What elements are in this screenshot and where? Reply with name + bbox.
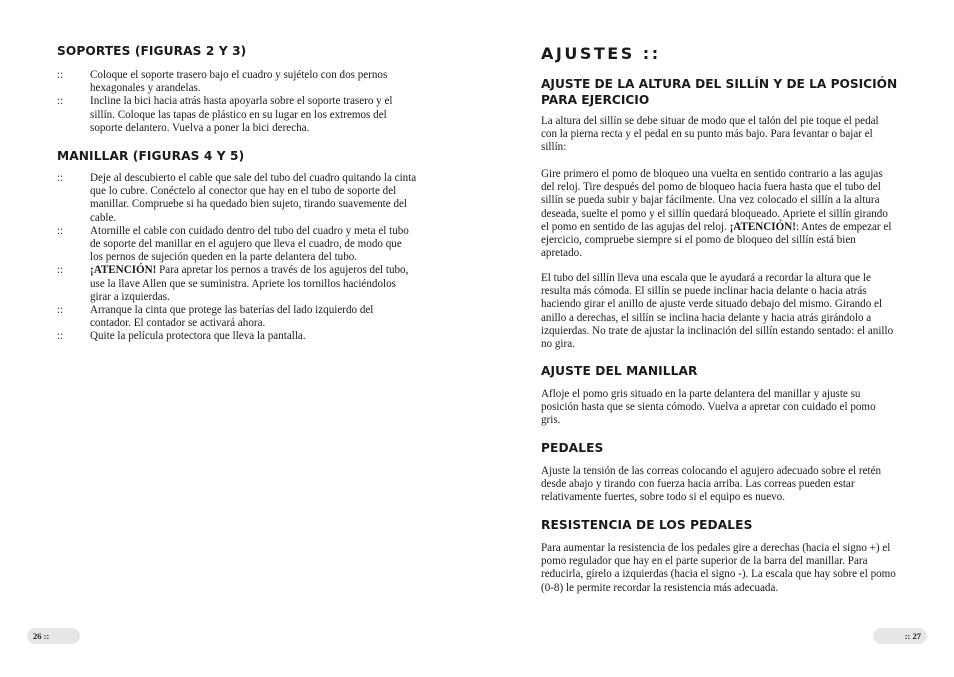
section-title-soportes: SOPORTES (FIGURAS 2 Y 3): [57, 44, 247, 58]
warning-label: ¡ATENCIÓN!: [729, 220, 796, 233]
list-item-text: Atornille el cable con cuidado dentro del tubo del cuadro y meta el tubo de soporte del manillar en el agujero que lleva el cuadro, de modo que los pernos de sujeción queden en la parte delantera del tubo.: [90, 224, 409, 264]
subsection-title-resistencia: RESISTENCIA DE LOS PEDALES: [541, 518, 753, 532]
list-item: [57, 172, 417, 225]
bullet-marker: ::: [57, 330, 64, 343]
list-item-text: Quite la película protectora que lleva la pantalla.: [90, 330, 306, 343]
manillar-list: [57, 172, 417, 344]
subsection-title-altura-sillin: AJUSTE DE LA ALTURA DEL SILLÍN Y DE LA POSICIÓN PARA EJERCICIO: [541, 77, 898, 107]
section-title-manillar: MANILLAR (FIGURAS 4 Y 5): [57, 149, 245, 163]
paragraph: La altura del sillín se debe situar de modo que el talón del pie toque el pedal con la pierna recta y el pedal en su punto más bajo. Para levantar o bajar el sillín:: [541, 115, 879, 154]
page-heading: AJUSTES ::: [541, 44, 661, 63]
bullet-marker: ::: [57, 304, 64, 317]
paragraph-text: : Antes de empezar el ejercicio, compruebe siempre si el pomo de bloqueo del sillín está bien apretado.: [541, 220, 892, 260]
paragraph: Afloje el pomo gris situado en la parte delantera del manillar y ajuste su posición hasta que se sienta cómodo. Vuelva a apretar con cuidado el pomo gris.: [541, 388, 876, 427]
bullet-marker: ::: [57, 95, 64, 108]
bullet-marker: ::: [57, 172, 64, 184]
paragraph: Ajuste la tensión de las correas colocando el agujero adecuado sobre el retén desde abajo y tirando con fuerza hacia arriba. Las correas pueden estar relativamente fuertes, sobre todo si el equipo es nuevo.: [541, 465, 882, 504]
list-item-text: Coloque el soporte trasero bajo el cuadro y sujételo con dos pernos hexagonales y arandelas.: [90, 69, 388, 95]
paragraph: Para aumentar la resistencia de los pedales gire a derechas (hacia el signo +) el pomo regulador que hay en el parte superior de la barra del manillar. Para reducirla, gírelo a izquierdas (hacia el signo -). La escala que hay sobre el pomo (0-8) le permite recordar la resistencia más adecuada.: [541, 542, 896, 594]
list-item-text: Deje al descubierto el cable que sale del tubo del cuadro quitando la cinta que lo cubre. Conéctelo al conector que hay en el tubo de soporte del manillar. Compruebe si ha quedado bien sujeto, tirando suavemente del cable.: [90, 172, 417, 224]
list-item: [57, 330, 417, 343]
subsection-title-manillar: AJUSTE DEL MANILLAR: [541, 364, 698, 378]
bullet-marker: ::: [57, 69, 64, 81]
list-item: [57, 225, 417, 265]
page-number-right: :: 27: [873, 628, 927, 644]
bullet-marker: ::: [57, 224, 64, 237]
bullet-marker: ::: [57, 264, 64, 277]
soportes-list: [57, 69, 417, 135]
list-item-text: Incline la bici hacia atrás hasta apoyarla sobre el soporte trasero y el sillín. Coloque las tapas de plástico en su lugar en los extremos del soporte delantero. Vuelva a poner la bici derecha.: [90, 95, 393, 134]
list-item-text: Arranque la cinta que protege las baterías del lado izquierdo del contador. El contador se activará ahora.: [90, 304, 374, 330]
list-item-text: Para apretar los pernos a través de los agujeros del tubo, use la llave Allen que se suministra. Apriete los tornillos haciéndolos girar a izquierdas.: [90, 264, 409, 303]
list-item: [57, 304, 417, 330]
paragraph-text: Gire primero el pomo de bloqueo una vuelta en sentido contrario a las agujas del reloj. Tire después del pomo de bloqueo hacia fuera hasta que el tubo del sillín se pueda subir y bajar fácilmente. Una vez colocado el sillín a la altura deseada, suelte el pomo y el sillín quedará bloqueado. Apriete el sillín girando el pomo en sentido de las agujas del reloj.: [541, 168, 888, 233]
page-number-left: 26 ::: [27, 628, 80, 644]
paragraph: El tubo del sillín lleva una escala que le ayudará a recordar la altura que le resulta más cómoda. El sillín se puede inclinar hacia delante o hacia atrás haciendo girar el anillo de ajuste verde situado debajo del mismo. Girando el anillo a derechas, el sillín se inclina hacia delante y hacia atrás girándolo a izquierdas. No trate de ajustar la inclinación del sillín estando sentado: el anillo no gira.: [541, 272, 894, 351]
list-item: [57, 95, 417, 135]
paragraph: [541, 168, 897, 260]
subsection-title-pedales: PEDALES: [541, 441, 604, 455]
list-item: [57, 264, 417, 304]
list-item: [57, 69, 417, 95]
warning-label: ¡ATENCIÓN!: [90, 264, 157, 277]
